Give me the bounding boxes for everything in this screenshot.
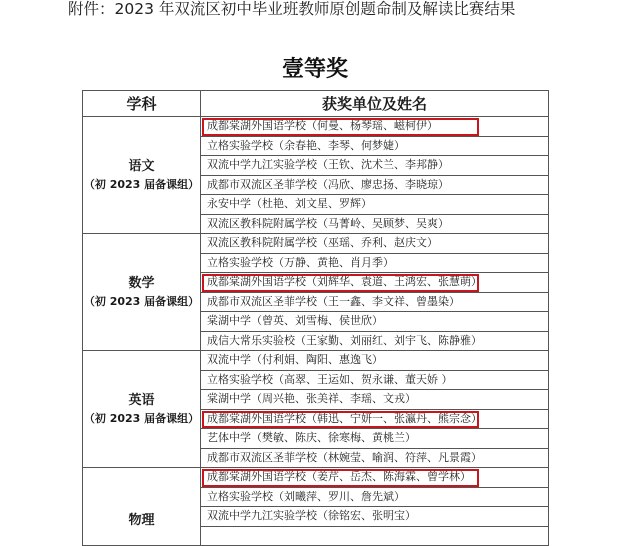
- winner-entry-text: 双流中学九江实验学校（徐铭宏、张明宝）: [207, 509, 416, 523]
- winner-entry-text: 成都棠湖外国语学校（韩迅、宁妍一、张瀛丹、熊宗念）: [207, 411, 482, 425]
- subject-name: 数学: [128, 275, 155, 291]
- winner-entry: [201, 507, 549, 527]
- winner-entry: [201, 312, 549, 332]
- winner-entry-text: 棠湖中学（曾英、刘雪梅、侯世欣）: [207, 314, 383, 328]
- winner-entry-text: 成都市双流区圣菲学校（林婉莹、喻润、符萍、凡景霞）: [207, 450, 482, 464]
- subject-subgroup: （初 2023 届备课组）: [83, 177, 200, 191]
- winner-entry-text: 双流中学（付利娟、陶阳、惠逸飞）: [207, 353, 383, 367]
- winner-entry: [201, 390, 549, 410]
- subject-subgroup: （初 2023 届备课组）: [83, 294, 200, 308]
- winner-entry: [201, 468, 549, 488]
- winner-entry-text: 立格实验学校（高翠、王运如、贺永谦、董天娇 ）: [207, 372, 453, 386]
- winner-entry: [201, 253, 549, 273]
- winner-entry-text: [205, 529, 207, 542]
- subject-cell: [83, 351, 201, 468]
- winner-entry-text: 成都市双流区圣菲学校（冯欣、廖忠扬、李晓琼）: [207, 177, 449, 191]
- winner-entry: [201, 175, 549, 195]
- subject-name: 语文: [128, 158, 155, 174]
- winner-entry-text: 成都棠湖外国语学校（姜芹、岳杰、陈海霖、曾学林）: [207, 470, 471, 484]
- document-title: 附件：2023 年双流区初中毕业班教师原创题命制及解读比赛结果: [68, 0, 516, 18]
- winner-entry-text: 立格实验学校（万静、黄艳、肖月季）: [207, 255, 394, 269]
- winner-entry: [201, 487, 549, 507]
- winner-entry-text: 立格实验学校（余春艳、李琴、何梦婕）: [207, 138, 405, 152]
- winner-entry: [201, 448, 549, 468]
- table-row: [83, 234, 549, 254]
- winner-entry: [201, 195, 549, 215]
- table-row: [83, 117, 549, 137]
- winner-entry: [201, 156, 549, 176]
- winner-entry: [201, 234, 549, 254]
- table-row: [83, 351, 549, 371]
- subject-cell: [83, 468, 201, 546]
- winner-entry-text: 双流区教科院附属学校（马菁岭、吴顾梦、吴爽）: [207, 216, 449, 230]
- subject-name: 物理: [128, 513, 155, 528]
- subject-cell: [83, 234, 201, 351]
- header-winners: 获奖单位及姓名: [201, 91, 549, 117]
- winner-entry: [201, 526, 549, 546]
- winner-entry-text: 双流区教科院附属学校（巫瑶、乔利、赵庆文）: [207, 236, 438, 250]
- winner-entry: [201, 409, 549, 429]
- winner-entry-text: 立格实验学校（刘曦萍、罗川、詹先斌）: [207, 489, 405, 503]
- table-header-row: [83, 91, 549, 117]
- winner-entry: [201, 292, 549, 312]
- winner-entry: [201, 331, 549, 351]
- winner-entry: [201, 351, 549, 371]
- results-body: [83, 117, 549, 546]
- winner-entry: [201, 136, 549, 156]
- winner-entry: [201, 273, 549, 293]
- winner-entry-text: 棠湖中学（周兴艳、张美祥、李瑶、文戎）: [207, 392, 416, 406]
- winner-entry-text: 成都棠湖外国语学校（刘辉华、袁道、王鸿宏、张慧萌）: [207, 275, 482, 289]
- subject-name: 英语: [128, 392, 155, 408]
- winner-entry-text: 成都棠湖外国语学校（何曼、杨琴瑶、嵫柯伊）: [207, 119, 438, 133]
- winner-entry: [201, 370, 549, 390]
- winner-entry: [201, 117, 549, 137]
- subject-subgroup: （初 2023 届备课组）: [83, 411, 200, 425]
- subject-cell: [83, 117, 201, 234]
- winner-entry: [201, 214, 549, 234]
- winner-entry: [201, 429, 549, 449]
- winner-entry-text: 双流中学九江实验学校（王钦、沈术兰、李邦静）: [207, 158, 449, 172]
- table-row: [83, 468, 549, 488]
- results-table: [82, 90, 549, 546]
- winner-entry-text: 永安中学（杜艳、刘文星、罗辉）: [207, 197, 372, 211]
- header-subject: 学科: [83, 91, 201, 117]
- winner-entry-text: 艺体中学（樊敏、陈庆、徐寒梅、黄桃兰）: [207, 431, 416, 445]
- winner-entry-text: 成信大常乐实验校（王家勤、刘丽红、刘宇飞、陈静雅）: [207, 333, 482, 347]
- award-level-heading: 壹等奖: [281, 57, 348, 82]
- winner-entry-text: 成都市双流区圣菲学校（王一鑫、李文祥、曾墨染）: [207, 294, 460, 308]
